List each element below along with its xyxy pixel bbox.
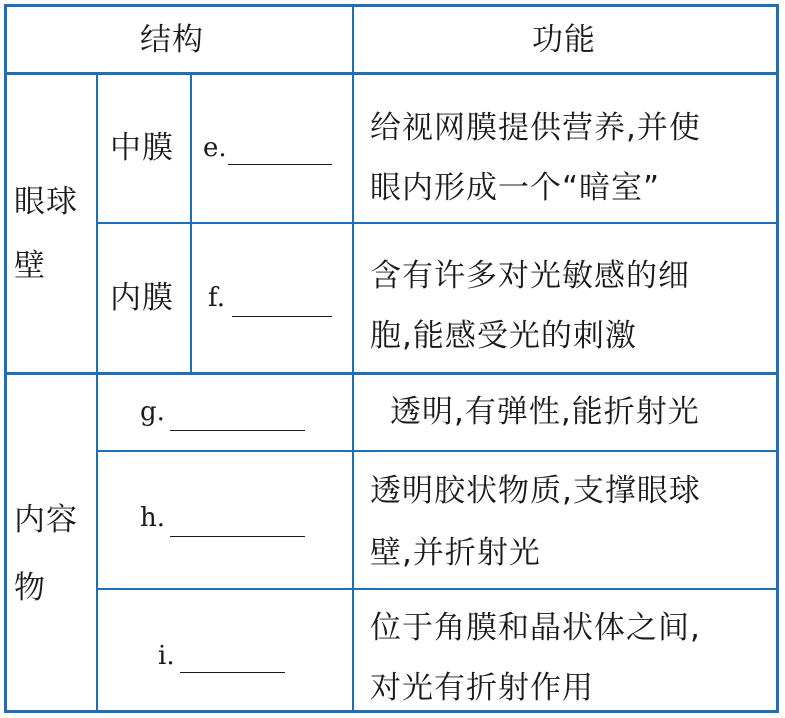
rule-group-col (96, 73, 98, 713)
function-inner-line1: 含有许多对光敏感的细 (370, 258, 690, 294)
function-i-line2: 对光有折射作用 (370, 670, 594, 706)
layer-inner: 内膜 (110, 280, 174, 316)
function-inner (370, 246, 690, 366)
blank-line-h (170, 536, 305, 537)
group-label-contents (14, 486, 78, 622)
blank-line-e (228, 164, 332, 165)
blank-letter-i: i. (158, 641, 175, 671)
function-middle (370, 98, 701, 218)
function-h-line1: 透明胶状物质,支撑眼球 (370, 473, 701, 509)
function-h-line2: 壁,并折射光 (370, 535, 541, 571)
rule-g-h (97, 450, 779, 452)
header-function: 功能 (532, 22, 596, 58)
group-label-eyeball-wall-line2: 壁 (14, 248, 46, 284)
rule-wall-contents (4, 372, 779, 375)
blank-letter-g: g. (140, 397, 165, 427)
function-i (370, 598, 701, 718)
function-i-line1: 位于角膜和晶状体之间, (370, 610, 701, 646)
blank-line-f (232, 316, 332, 317)
function-middle-line1: 给视网膜提供营养,并使 (370, 110, 701, 146)
rule-function-col (352, 4, 354, 713)
rule-top (4, 4, 779, 7)
group-label-contents-line1: 内容 (14, 502, 78, 538)
function-h (370, 460, 701, 584)
rule-layer-col (190, 73, 192, 374)
blank-line-g (170, 430, 305, 431)
function-g: 透明,有弹性,能折射光 (390, 394, 700, 430)
blank-letter-e: e. (203, 133, 227, 163)
rule-h-i (97, 588, 779, 590)
layer-middle: 中膜 (110, 130, 174, 166)
group-label-eyeball-wall-line1: 眼球 (14, 184, 78, 220)
group-label-eyeball-wall (14, 170, 78, 298)
rule-header-bottom (4, 72, 779, 75)
group-label-contents-line2: 物 (14, 570, 46, 606)
blank-letter-f: f. (208, 283, 225, 313)
rule-left (4, 4, 7, 713)
blank-line-i (180, 672, 285, 673)
function-inner-line2: 胞,能感受光的刺激 (370, 318, 637, 354)
rule-right (776, 4, 779, 713)
function-middle-line2: 眼内形成一个“暗室” (370, 170, 661, 206)
blank-letter-h: h. (140, 503, 166, 533)
rule-middle-inner (97, 222, 779, 224)
header-structure: 结构 (140, 22, 204, 58)
